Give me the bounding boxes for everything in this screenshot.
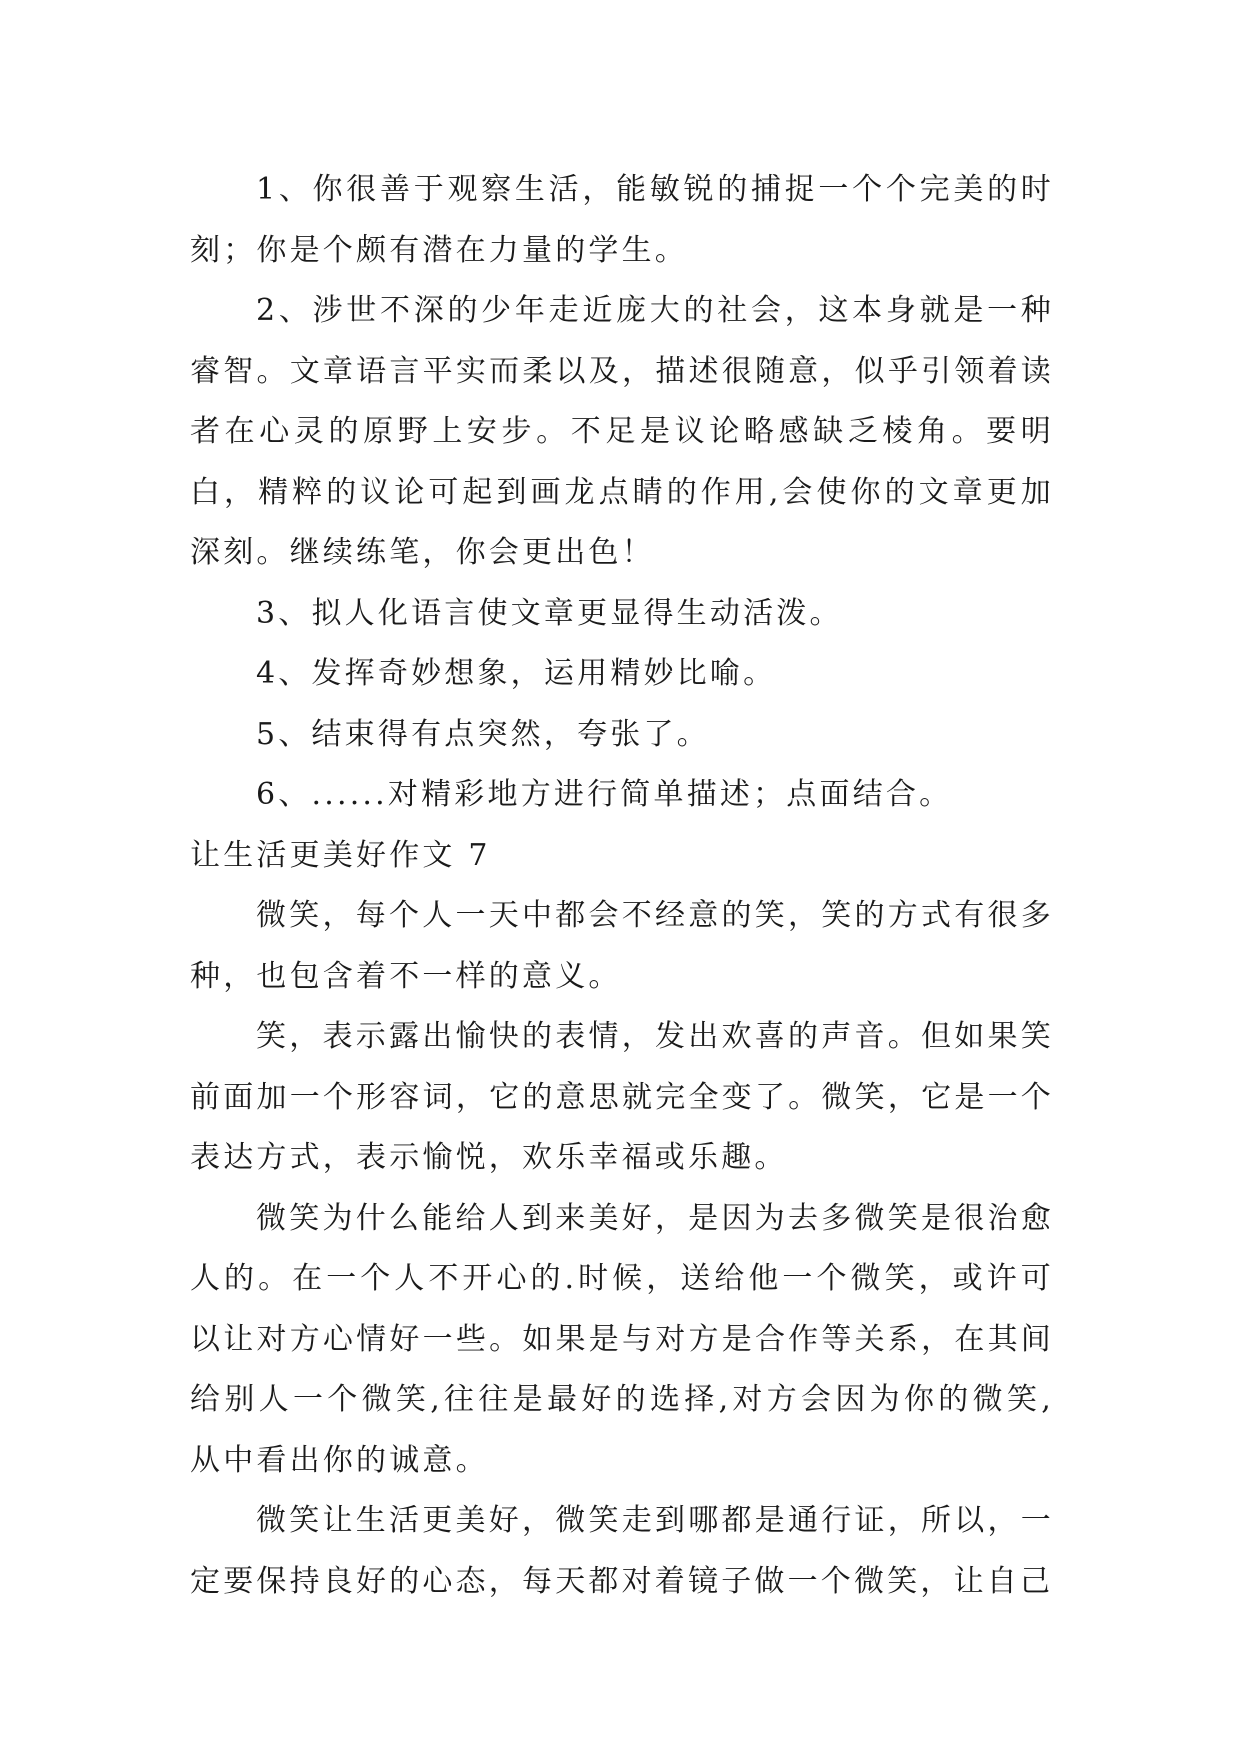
essay-paragraph-4: 微笑让生活更美好，微笑走到哪都是通行证，所以，一定要保持良好的心态，每天都对着镜子做一个微笑，让自己 [190, 1503, 1054, 1599]
comment-paragraph-1: 1、你很善于观察生活，能敏锐的捕捉一个个完美的时刻；你是个颇有潜在力量的学生。 [190, 172, 1054, 268]
essay-title: 让生活更美好作文 7 [190, 837, 491, 873]
essay-paragraph-2: 笑，表示露出愉快的表情，发出欢喜的声音。但如果笑前面加一个形容词，它的意思就完全变了。微笑，它是一个表达方式，表示愉悦，欢乐幸福或乐趣。 [190, 1019, 1054, 1175]
comment-paragraph-2: 2、涉世不深的少年走近庞大的社会，这本身就是一种睿智。文章语言平实而柔以及，描述很随意，似乎引领着读者在心灵的原野上安步。不足是议论略感缺乏棱角。要明白，精粹的议论可起到画龙点睛的作用,会使你的文章更加深刻。继续练笔，你会更出色！ [190, 293, 1054, 570]
document-body [190, 160, 1054, 1612]
comment-paragraph-5: 5、结束得有点突然，夸张了。 [256, 716, 710, 752]
comment-paragraph-6: 6、......对精彩地方进行简单描述；点面结合。 [256, 777, 953, 812]
essay-paragraph-3: 微笑为什么能给人到来美好，是因为去多微笑是很治愈人的。在一个人不开心的.时候，送给他一个微笑，或许可以让对方心情好一些。如果是与对方是合作等关系，在其间给别人一个微笑,往往是最好的选择,对方会因为你的微笑,从中看出你的诚意。 [190, 1200, 1054, 1478]
comment-paragraph-3: 3、拟人化语言使文章更显得生动活泼。 [256, 595, 843, 631]
comment-paragraph-4: 4、发挥奇妙想象，运用精妙比喻。 [256, 656, 777, 691]
essay-paragraph-1: 微笑，每个人一天中都会不经意的笑，笑的方式有很多种，也包含着不一样的意义。 [190, 898, 1054, 994]
